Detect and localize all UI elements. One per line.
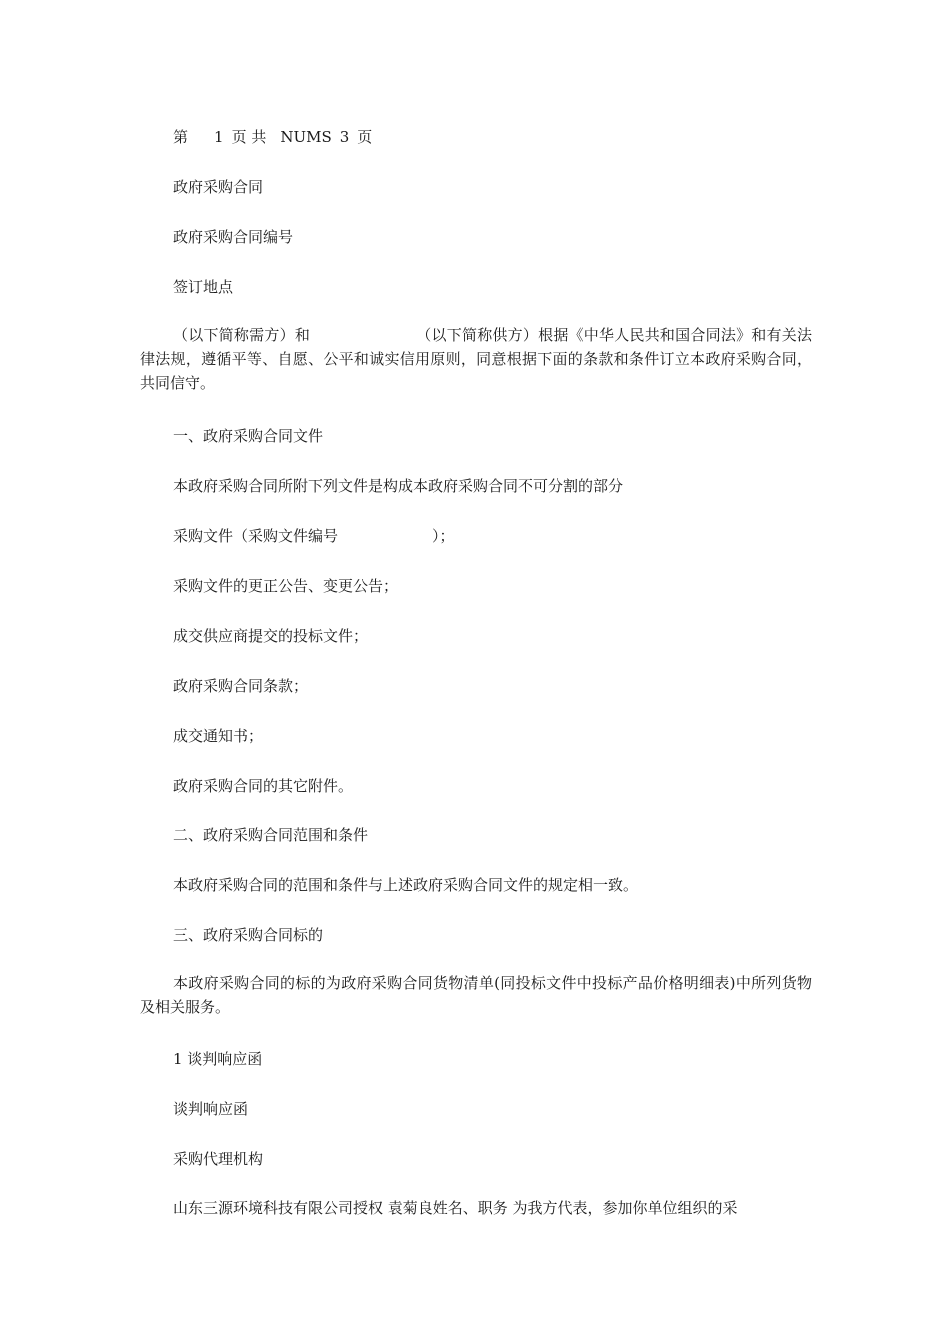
section-3-body: 本政府采购合同的标的为政府采购合同货物清单(同投标文件中投标产品价格明细表)中所列货物及相关服务。 — [140, 974, 812, 1016]
section-1-item-1: 采购文件（采购文件编号 ）； — [173, 527, 455, 545]
page-end: 页 — [357, 128, 373, 146]
procurement-agency-label: 采购代理机构 — [173, 1150, 264, 1168]
response-heading-1: 1 谈判响应函 — [173, 1050, 263, 1068]
section-1-item-2: 采购文件的更正公告、变更公告； — [173, 577, 399, 595]
contract-title: 政府采购合同 — [173, 178, 264, 196]
contract-number-label: 政府采购合同编号 — [173, 228, 294, 246]
section-1-item-4: 政府采购合同条款； — [173, 677, 309, 695]
section-2-title: 二、政府采购合同范围和条件 — [173, 826, 369, 844]
response-heading-2: 谈判响应函 — [173, 1100, 249, 1118]
parties-supplier: （以下简称供方）根据《中华人民共和国合同法》和有关法律法规，遵循平等、自愿、公平和诚实信用原则，同意根据下面的条款和条件订立本政府采购合同，共同信守。 — [140, 326, 812, 392]
section-1-title: 一、政府采购合同文件 — [173, 427, 324, 445]
authorization-paragraph: 山东三源环境科技有限公司授权 袁菊良姓名、职务 为我方代表，参加你单位组织的采 — [173, 1199, 738, 1217]
section-1-item-3: 成交供应商提交的投标文件； — [173, 627, 369, 645]
section-1-intro: 本政府采购合同所附下列文件是构成本政府采购合同不可分割的部分 — [173, 477, 624, 495]
nums-field: NUMS — [280, 128, 332, 146]
section-1-item-5: 成交通知书； — [173, 727, 264, 745]
parties-paragraph — [140, 323, 812, 395]
page-total: 3 — [339, 128, 350, 146]
section-3-title: 三、政府采购合同标的 — [173, 926, 324, 944]
section-1-item-6: 政府采购合同的其它附件。 — [173, 777, 354, 795]
page-header — [140, 125, 812, 149]
page-word: 第 — [173, 128, 189, 146]
page-of: 页 共 — [231, 128, 267, 146]
parties-buyer: （以下简称需方）和 — [173, 326, 311, 344]
section-2-body: 本政府采购合同的范围和条件与上述政府采购合同文件的规定相一致。 — [173, 876, 639, 894]
page-number: 1 — [214, 128, 224, 146]
signing-place-label: 签订地点 — [173, 278, 234, 296]
